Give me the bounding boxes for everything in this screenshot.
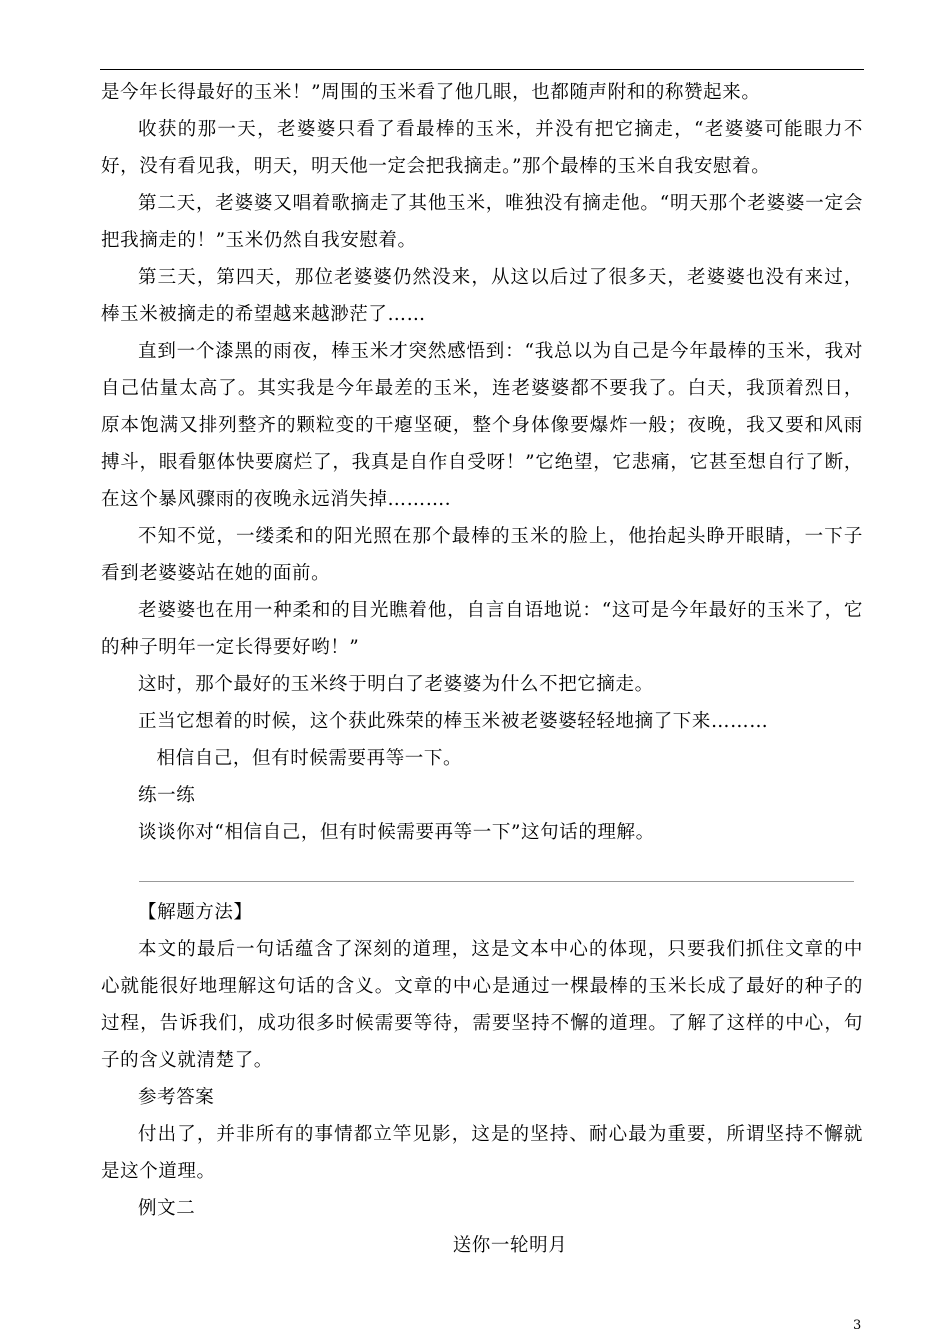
paragraph: 直到一个漆黑的雨夜，棒玉米才突然感悟到：“我总以为自己是今年最棒的玉米，我对自己估量太高了。其实我是今年最差的玉米，连老婆婆都不要我了。白天，我顶着烈日，原本饱满又排列整齐的颗粒变的干瘪坚硬，整个身体像要爆炸一般；夜晚，我又要和风雨搏斗，眼看躯体快要腐烂了，我真是自作自受呀！”它绝望，它悲痛，它甚至想自行了断，在这个暴风骤雨的夜晚永远消失掉………． bbox=[101, 341, 863, 510]
moral-sentence: 相信自己，但有时候需要再等一下。 bbox=[156, 748, 463, 769]
essay-title: 送你一轮明月 bbox=[452, 1235, 568, 1256]
method-heading: 【解题方法】 bbox=[138, 902, 253, 923]
paragraph: 老婆婆也在用一种柔和的目光瞧着他，自言自语地说：“这可是今年最好的玉米了，它的种子明年一定长得要好哟！” bbox=[101, 600, 863, 658]
paragraph: 收获的那一天，老婆婆只看了看最棒的玉米，并没有把它摘走，“老婆婆可能眼力不好，没有看见我，明天，明天他一定会把我摘走。”那个最棒的玉米自我安慰着。 bbox=[101, 119, 863, 177]
answer-paragraph: 付出了，并非所有的事情都立竿见影，这是的坚持、耐心最为重要，所谓坚持不懈就是这个道理。 bbox=[101, 1124, 863, 1182]
page-number: 3 bbox=[853, 1318, 862, 1333]
paragraph: 第三天，第四天，那位老婆婆仍然没来，从这以后过了很多天，老婆婆也没有来过，棒玉米被摘走的希望越来越渺茫了…… bbox=[101, 267, 863, 325]
header-rule bbox=[100, 69, 864, 70]
exercise-heading: 练一练 bbox=[138, 785, 196, 806]
answer-heading: 参考答案 bbox=[138, 1087, 215, 1108]
method-paragraph: 本文的最后一句话蕴含了深刻的道理，这是文本中心的体现，只要我们抓住文章的中心就能很好地理解这句话的含义。文章的中心是通过一棵最棒的玉米长成了最好的种子的过程，告诉我们，成功很多时候需要等待，需要坚持不懈的道理。了解了这样的中心，句子的含义就清楚了。 bbox=[101, 939, 863, 1071]
paragraph: 这时，那个最好的玉米终于明白了老婆婆为什么不把它摘走。 bbox=[138, 674, 654, 695]
answer-line bbox=[139, 881, 854, 882]
document-body bbox=[101, 74, 863, 1264]
paragraph: 是今年长得最好的玉米！”周围的玉米看了他几眼，也都随声附和的称赞起来。 bbox=[101, 82, 761, 103]
paragraph: 正当它想着的时候，这个获此殊荣的棒玉米被老婆婆轻轻地摘了下来……… bbox=[138, 711, 769, 732]
paragraph: 第二天，老婆婆又唱着歌摘走了其他玉米，唯独没有摘走他。“明天那个老婆婆一定会把我摘走的！”玉米仍然自我安慰着。 bbox=[101, 193, 863, 251]
example-heading: 例文二 bbox=[138, 1198, 196, 1219]
exercise-question: 谈谈你对“相信自己，但有时候需要再等一下”这句话的理解。 bbox=[138, 822, 655, 843]
paragraph: 不知不觉，一缕柔和的阳光照在那个最棒的玉米的脸上，他抬起头睁开眼睛，一下子看到老婆婆站在她的面前。 bbox=[101, 526, 863, 584]
